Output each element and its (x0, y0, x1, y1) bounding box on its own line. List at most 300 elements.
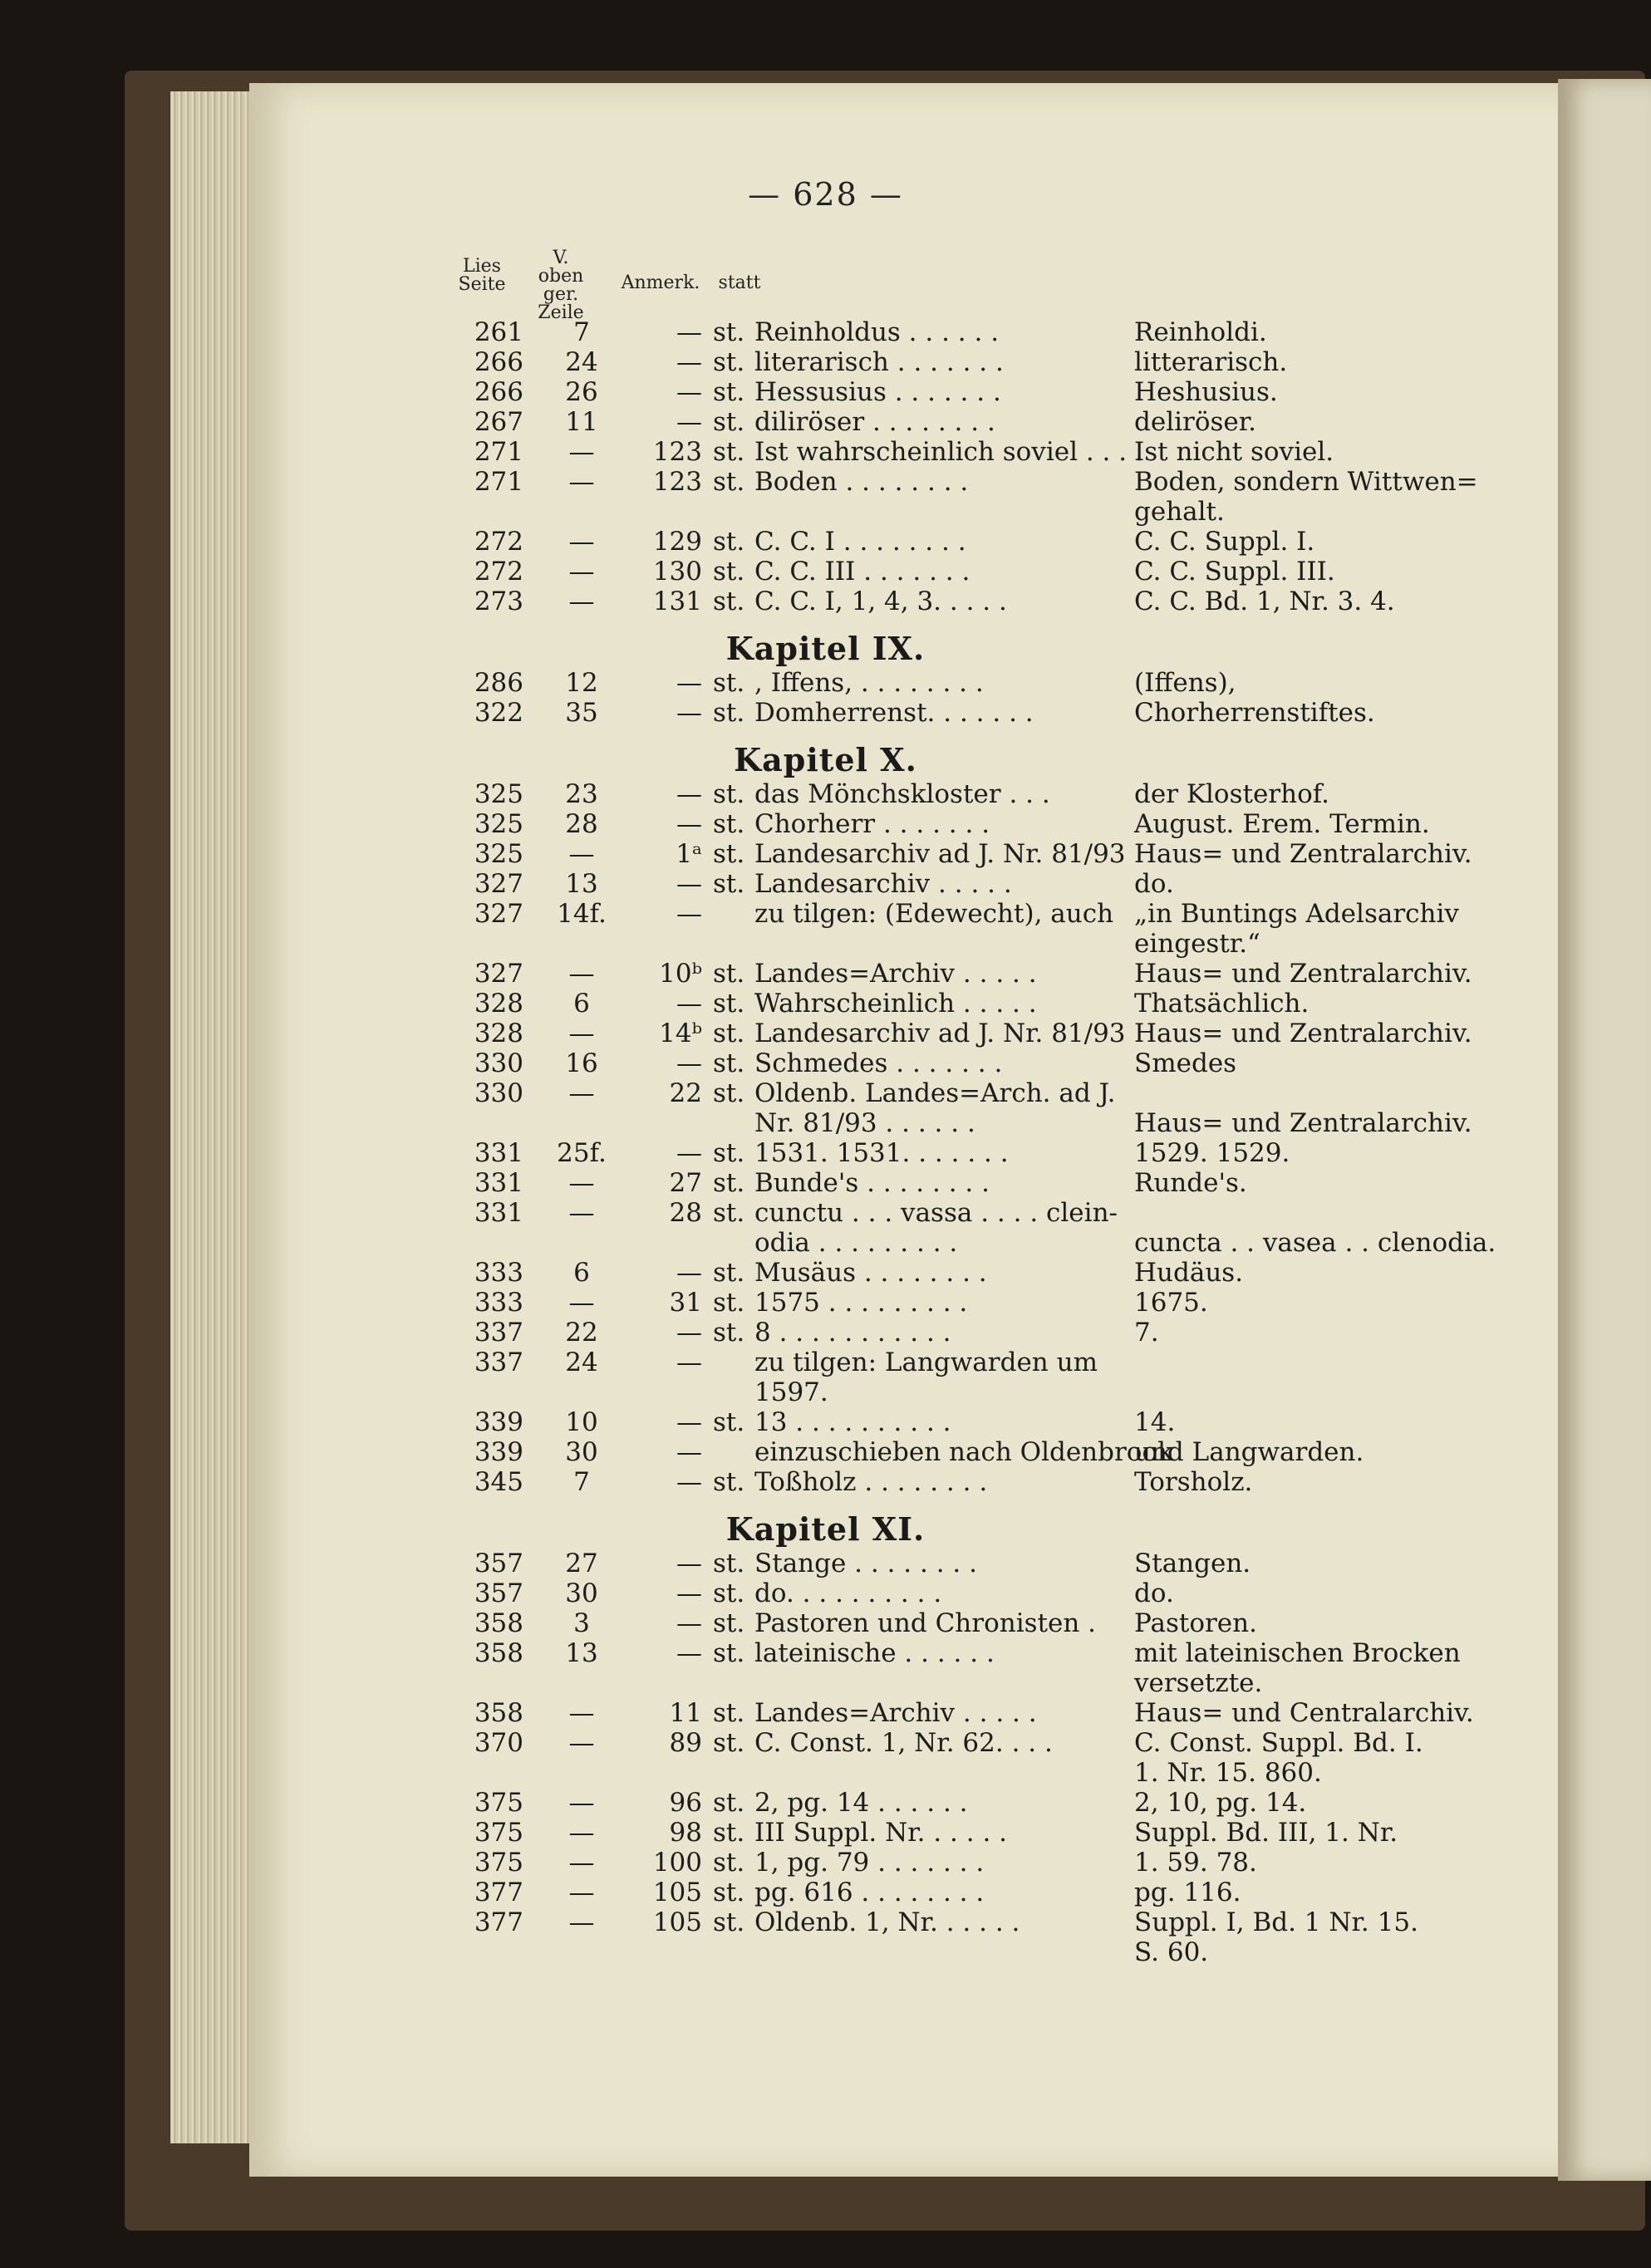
errata-row (0, 497, 1651, 527)
wrong-text-cell: C. C. I . . . . . . . . (754, 527, 966, 557)
line-cell: 7 (573, 317, 590, 347)
wrong-text-cell: Toßholz . . . . . . . . (754, 1467, 988, 1497)
note-cell: — (676, 869, 702, 899)
page-cell: 327 (474, 899, 523, 929)
errata-row (0, 869, 1651, 899)
statt-cell: st. (713, 1019, 745, 1048)
wrong-text-cell: Musäus . . . . . . . . (754, 1258, 987, 1288)
line-cell: 13 (565, 869, 598, 899)
errata-row (0, 1728, 1651, 1758)
errata-row (0, 1407, 1651, 1437)
statt-cell: st. (713, 347, 745, 377)
statt-cell: st. (713, 959, 745, 989)
note-cell: — (676, 1348, 702, 1377)
page-cell: 322 (474, 698, 523, 728)
page-cell: 328 (474, 989, 523, 1019)
line-cell: — (568, 557, 595, 587)
line-cell: 24 (565, 1348, 598, 1377)
wrong-text-cell: 1, pg. 79 . . . . . . . (754, 1848, 985, 1878)
correction-cell: Suppl. I, Bd. 1 Nr. 15. (1134, 1907, 1418, 1937)
errata-row (0, 698, 1651, 728)
page-cell: 286 (474, 668, 523, 698)
wrong-text-cell: , Iffens, . . . . . . . . (754, 668, 984, 698)
errata-row (0, 959, 1651, 989)
errata-row (0, 1258, 1651, 1288)
statt-cell: st. (713, 1788, 745, 1818)
line-cell: — (568, 1168, 595, 1198)
statt-cell: st. (713, 407, 745, 437)
correction-cell: C. C. Suppl. III. (1134, 557, 1335, 587)
wrong-text-cell: Landesarchiv ad J. Nr. 81/93 (754, 839, 1126, 869)
wrong-text-cell: diliröser . . . . . . . . (754, 407, 995, 437)
statt-cell: st. (713, 1878, 745, 1907)
statt-cell: st. (713, 1318, 745, 1348)
page-cell: 325 (474, 809, 523, 839)
errata-row (0, 1437, 1651, 1467)
line-cell: 24 (565, 347, 598, 377)
page-cell: 261 (474, 317, 523, 347)
header-anmerk: Anmerk. (621, 272, 700, 293)
header-statt: statt (718, 272, 761, 293)
line-cell: 27 (565, 1549, 598, 1578)
page-cell: 266 (474, 377, 523, 407)
line-cell: 22 (565, 1318, 598, 1348)
page-cell: 339 (474, 1437, 523, 1467)
statt-cell: st. (713, 1078, 745, 1108)
statt-cell: st. (713, 1168, 745, 1198)
correction-cell: Thatsächlich. (1134, 989, 1309, 1019)
wrong-text-cell: Landesarchiv . . . . . (754, 869, 1012, 899)
correction-cell: litterarisch. (1134, 347, 1288, 377)
line-cell: — (568, 959, 595, 989)
line-cell: 30 (565, 1437, 598, 1467)
note-cell: 22 (669, 1078, 702, 1108)
correction-cell: C. C. Suppl. I. (1134, 527, 1315, 557)
page-cell: 272 (474, 557, 523, 587)
wrong-text-cell: zu tilgen: Langwarden um (754, 1348, 1098, 1377)
note-cell: — (676, 1138, 702, 1168)
correction-cell: eingestr.“ (1134, 929, 1260, 959)
wrong-text-cell: Landesarchiv ad J. Nr. 81/93 (754, 1019, 1126, 1048)
correction-cell: Haus= und Centralarchiv. (1134, 1698, 1474, 1728)
wrong-text-cell: C. C. I, 1, 4, 3. . . . . (754, 587, 1007, 616)
statt-cell: st. (713, 317, 745, 347)
page-cell: 330 (474, 1048, 523, 1078)
statt-cell: st. (713, 1728, 745, 1758)
line-cell: — (568, 1907, 595, 1937)
note-cell: — (676, 1467, 702, 1497)
correction-cell: do. (1134, 869, 1174, 899)
correction-cell: August. Erem. Termin. (1134, 809, 1430, 839)
statt-cell: st. (713, 809, 745, 839)
correction-cell: 7. (1134, 1318, 1159, 1348)
note-cell: 105 (652, 1878, 702, 1907)
statt-cell: st. (713, 467, 745, 497)
errata-row (0, 1108, 1651, 1138)
errata-row (0, 989, 1651, 1019)
errata-row (0, 1668, 1651, 1698)
wrong-text-cell: do. . . . . . . . . . (754, 1578, 942, 1608)
errata-row (0, 347, 1651, 377)
errata-row (0, 1698, 1651, 1728)
line-cell: — (568, 467, 595, 497)
errata-row (0, 1818, 1651, 1848)
correction-cell: Haus= und Zentralarchiv. (1134, 839, 1472, 869)
errata-row (0, 899, 1651, 929)
page-cell: 272 (474, 527, 523, 557)
correction-cell: (Iffens), (1134, 668, 1236, 698)
line-cell: 14f. (557, 899, 607, 929)
line-cell: 12 (565, 668, 598, 698)
note-cell: 10ᵇ (659, 959, 702, 989)
correction-cell: 1529. 1529. (1134, 1138, 1290, 1168)
line-cell: 16 (565, 1048, 598, 1078)
statt-cell: st. (713, 1198, 745, 1228)
wrong-text-cell: Oldenb. Landes=Arch. ad J. (754, 1078, 1116, 1108)
correction-cell: 1. 59. 78. (1134, 1848, 1257, 1878)
statt-cell: st. (713, 1907, 745, 1937)
page-cell: 357 (474, 1578, 523, 1608)
wrong-text-cell: Landes=Archiv . . . . . (754, 959, 1037, 989)
note-cell: 27 (669, 1168, 702, 1198)
wrong-text-cell: 1531. 1531. . . . . . . (754, 1138, 1009, 1168)
page-cell: 331 (474, 1198, 523, 1228)
wrong-text-cell: III Suppl. Nr. . . . . . (754, 1818, 1008, 1848)
note-cell: — (676, 407, 702, 437)
errata-row (0, 1348, 1651, 1377)
page-cell: 271 (474, 437, 523, 467)
errata-row (0, 1937, 1651, 1967)
line-cell: — (568, 1788, 595, 1818)
page-cell: 331 (474, 1138, 523, 1168)
page-cell: 325 (474, 839, 523, 869)
note-cell: — (676, 989, 702, 1019)
line-cell: 25f. (557, 1138, 607, 1168)
errata-row (0, 1758, 1651, 1788)
wrong-text-cell: 2, pg. 14 . . . . . . (754, 1788, 968, 1818)
errata-row (0, 1907, 1651, 1937)
errata-row (0, 1019, 1651, 1048)
note-cell: 14ᵇ (659, 1019, 702, 1048)
statt-cell: st. (713, 698, 745, 728)
correction-cell: 14. (1134, 1407, 1176, 1437)
note-cell: — (676, 1549, 702, 1578)
line-cell: 30 (565, 1578, 598, 1608)
statt-cell: st. (713, 1467, 745, 1497)
line-cell: — (568, 1288, 595, 1318)
statt-cell: st. (713, 1818, 745, 1848)
page-cell: 271 (474, 467, 523, 497)
statt-cell: st. (713, 557, 745, 587)
line-cell: 7 (573, 1467, 590, 1497)
line-cell: 10 (565, 1407, 598, 1437)
correction-cell: C. C. Bd. 1, Nr. 3. 4. (1134, 587, 1395, 616)
errata-row (0, 557, 1651, 587)
line-cell: 23 (565, 779, 598, 809)
line-cell: 6 (573, 1258, 590, 1288)
errata-row (0, 1549, 1651, 1578)
page-cell: 370 (474, 1728, 523, 1758)
errata-row (0, 1228, 1651, 1258)
errata-row (0, 437, 1651, 467)
note-cell: 131 (652, 587, 702, 616)
note-cell: — (676, 668, 702, 698)
wrong-text-cell: 8 . . . . . . . . . . . (754, 1318, 951, 1348)
note-cell: — (676, 1318, 702, 1348)
correction-cell: „in Buntings Adelsarchiv (1134, 899, 1459, 929)
wrong-text-cell: Bunde's . . . . . . . . (754, 1168, 990, 1198)
errata-row (0, 1608, 1651, 1638)
line-cell: 3 (573, 1608, 590, 1638)
statt-cell: st. (713, 668, 745, 698)
line-cell: — (568, 437, 595, 467)
errata-row (0, 1318, 1651, 1348)
correction-cell: Ist nicht soviel. (1134, 437, 1334, 467)
wrong-text-cell: pg. 616 . . . . . . . . (754, 1878, 985, 1907)
correction-cell: Suppl. Bd. III, 1. Nr. (1134, 1818, 1398, 1848)
page-cell: 345 (474, 1467, 523, 1497)
errata-row (0, 839, 1651, 869)
errata-row (0, 1467, 1651, 1497)
errata-row (0, 668, 1651, 698)
line-cell: 26 (565, 377, 598, 407)
statt-cell: st. (713, 1848, 745, 1878)
note-cell: — (676, 1437, 702, 1467)
correction-cell: Boden, sondern Wittwen= (1134, 467, 1478, 497)
note-cell: — (676, 317, 702, 347)
correction-cell: S. 60. (1134, 1937, 1209, 1967)
header-lies-seite: Lies Seite (458, 256, 506, 295)
note-cell: 123 (652, 437, 702, 467)
line-cell: 35 (565, 698, 598, 728)
note-cell: 130 (652, 557, 702, 587)
errata-row (0, 1848, 1651, 1878)
note-cell: 31 (669, 1288, 702, 1318)
page-cell: 333 (474, 1288, 523, 1318)
note-cell: 28 (669, 1198, 702, 1228)
statt-cell: st. (713, 1258, 745, 1288)
errata-row (0, 1377, 1651, 1407)
statt-cell: st. (713, 1638, 745, 1668)
note-cell: 96 (669, 1788, 702, 1818)
page-cell: 375 (474, 1788, 523, 1818)
statt-cell: st. (713, 1578, 745, 1608)
note-cell: — (676, 1407, 702, 1437)
note-cell: — (676, 1608, 702, 1638)
wrong-text-cell: Hessusius . . . . . . . (754, 377, 1001, 407)
errata-row (0, 527, 1651, 557)
line-cell: — (568, 1818, 595, 1848)
errata-row (0, 377, 1651, 407)
line-cell: — (568, 1698, 595, 1728)
statt-cell: st. (713, 1608, 745, 1638)
note-cell: — (676, 377, 702, 407)
line-cell: — (568, 1078, 595, 1108)
page-cell: 331 (474, 1168, 523, 1198)
note-cell: 89 (669, 1728, 702, 1758)
page-cell: 375 (474, 1848, 523, 1878)
page-cell: 377 (474, 1878, 523, 1907)
errata-row (0, 809, 1651, 839)
page-cell: 327 (474, 869, 523, 899)
chapter-heading: Kapitel IX. (725, 630, 926, 667)
statt-cell: st. (713, 437, 745, 467)
statt-cell: st. (713, 1138, 745, 1168)
line-cell: 28 (565, 809, 598, 839)
statt-cell: st. (713, 869, 745, 899)
wrong-text-cell: Domherrenst. . . . . . . (754, 698, 1034, 728)
wrong-text-cell: Pastoren und Chronisten . (754, 1608, 1097, 1638)
correction-cell: 2, 10, pg. 14. (1134, 1788, 1307, 1818)
statt-cell: st. (713, 587, 745, 616)
wrong-text-cell: 1597. (754, 1377, 828, 1407)
correction-cell: der Klosterhof. (1134, 779, 1329, 809)
wrong-text-cell: Chorherr . . . . . . . (754, 809, 990, 839)
chapter-heading: Kapitel XI. (725, 1510, 926, 1548)
correction-cell: Haus= und Zentralarchiv. (1134, 959, 1472, 989)
line-cell: — (568, 527, 595, 557)
line-cell: — (568, 1019, 595, 1048)
chapter-heading: Kapitel X. (734, 741, 917, 778)
errata-row (0, 1168, 1651, 1198)
correction-cell: Runde's. (1134, 1168, 1247, 1198)
correction-cell: Hudäus. (1134, 1258, 1244, 1288)
correction-cell: Haus= und Zentralarchiv. (1134, 1019, 1472, 1048)
page-cell: 266 (474, 347, 523, 377)
note-cell: 98 (669, 1818, 702, 1848)
correction-cell: mit lateinischen Brocken (1134, 1638, 1461, 1668)
wrong-text-cell: Wahrscheinlich . . . . . (754, 989, 1037, 1019)
errata-row (0, 1878, 1651, 1907)
correction-cell: Heshusius. (1134, 377, 1278, 407)
wrong-text-cell: Oldenb. 1, Nr. . . . . . (754, 1907, 1020, 1937)
page-cell: 267 (474, 407, 523, 437)
page-cell: 333 (474, 1258, 523, 1288)
statt-cell: st. (713, 1698, 745, 1728)
note-cell: — (676, 779, 702, 809)
errata-row (0, 1638, 1651, 1668)
correction-cell: Smedes (1134, 1048, 1237, 1078)
line-cell: — (568, 1848, 595, 1878)
wrong-text-cell: Nr. 81/93 . . . . . . (754, 1108, 975, 1138)
correction-cell: 1. Nr. 15. 860. (1134, 1758, 1322, 1788)
page-cell: 330 (474, 1078, 523, 1108)
note-cell: — (676, 347, 702, 377)
note-cell: — (676, 899, 702, 929)
line-cell: — (568, 839, 595, 869)
statt-cell: st. (713, 377, 745, 407)
correction-cell: Chorherrenstiftes. (1134, 698, 1375, 728)
wrong-text-cell: zu tilgen: (Edewecht), auch (754, 899, 1114, 929)
statt-cell: st. (713, 779, 745, 809)
line-cell: — (568, 1878, 595, 1907)
wrong-text-cell: Stange . . . . . . . . (754, 1549, 977, 1578)
note-cell: 100 (652, 1848, 702, 1878)
page-cell: 358 (474, 1698, 523, 1728)
note-cell: — (676, 809, 702, 839)
page-cell: 328 (474, 1019, 523, 1048)
page-cell: 358 (474, 1638, 523, 1668)
line-cell: — (568, 1198, 595, 1228)
note-cell: — (676, 1578, 702, 1608)
note-cell: — (676, 1048, 702, 1078)
statt-cell: st. (713, 839, 745, 869)
wrong-text-cell: C. C. III . . . . . . . (754, 557, 970, 587)
statt-cell: st. (713, 1048, 745, 1078)
wrong-text-cell: Landes=Archiv . . . . . (754, 1698, 1037, 1728)
wrong-text-cell: 13 . . . . . . . . . . (754, 1407, 951, 1437)
statt-cell: st. (713, 527, 745, 557)
correction-cell: Torsholz. (1134, 1467, 1253, 1497)
note-cell: — (676, 698, 702, 728)
wrong-text-cell: Reinholdus . . . . . . (754, 317, 1000, 347)
page-cell: 337 (474, 1318, 523, 1348)
errata-row (0, 407, 1651, 437)
statt-cell: st. (713, 1288, 745, 1318)
line-cell: 6 (573, 989, 590, 1019)
correction-cell: pg. 116. (1134, 1878, 1241, 1907)
correction-cell: Haus= und Zentralarchiv. (1134, 1108, 1472, 1138)
errata-row (0, 1788, 1651, 1818)
statt-cell: st. (713, 989, 745, 1019)
header-zeile: V. oben ger. Zeile (538, 248, 584, 323)
page-cell: 273 (474, 587, 523, 616)
correction-cell: do. (1134, 1578, 1174, 1608)
wrong-text-cell: Boden . . . . . . . . (754, 467, 969, 497)
errata-row (0, 929, 1651, 959)
page-cell: 325 (474, 779, 523, 809)
errata-row (0, 1198, 1651, 1228)
line-cell: — (568, 1728, 595, 1758)
page-cell: 358 (474, 1608, 523, 1638)
page-cell: 337 (474, 1348, 523, 1377)
statt-cell: st. (713, 1549, 745, 1578)
wrong-text-cell: odia . . . . . . . . . (754, 1228, 958, 1258)
page-cell: 375 (474, 1818, 523, 1848)
note-cell: 1ᵃ (676, 839, 702, 869)
wrong-text-cell: lateinische . . . . . . (754, 1638, 995, 1668)
page-cell: 327 (474, 959, 523, 989)
errata-row (0, 1138, 1651, 1168)
page-cell: 339 (474, 1407, 523, 1437)
note-cell: — (676, 1258, 702, 1288)
wrong-text-cell: einzuschieben nach Oldenbrook (754, 1437, 1173, 1467)
correction-cell: versetzte. (1134, 1668, 1263, 1698)
errata-row (0, 587, 1651, 616)
errata-row (0, 1288, 1651, 1318)
statt-cell: st. (713, 1407, 745, 1437)
correction-cell: 1675. (1134, 1288, 1208, 1318)
note-cell: — (676, 1638, 702, 1668)
note-cell: 129 (652, 527, 702, 557)
correction-cell: C. Const. Suppl. Bd. I. (1134, 1728, 1423, 1758)
correction-cell: und Langwarden. (1134, 1437, 1364, 1467)
correction-cell: gehalt. (1134, 497, 1225, 527)
note-cell: 11 (669, 1698, 702, 1728)
page-number: — 628 — (748, 176, 903, 213)
wrong-text-cell: das Mönchskloster . . . (754, 779, 1050, 809)
line-cell: 11 (565, 407, 598, 437)
note-cell: 105 (652, 1907, 702, 1937)
errata-row (0, 779, 1651, 809)
errata-row (0, 1078, 1651, 1108)
page-cell: 377 (474, 1907, 523, 1937)
wrong-text-cell: 1575 . . . . . . . . . (754, 1288, 968, 1318)
note-cell: 123 (652, 467, 702, 497)
wrong-text-cell: C. Const. 1, Nr. 62. . . . (754, 1728, 1053, 1758)
errata-row (0, 317, 1651, 347)
correction-cell: Reinholdi. (1134, 317, 1267, 347)
